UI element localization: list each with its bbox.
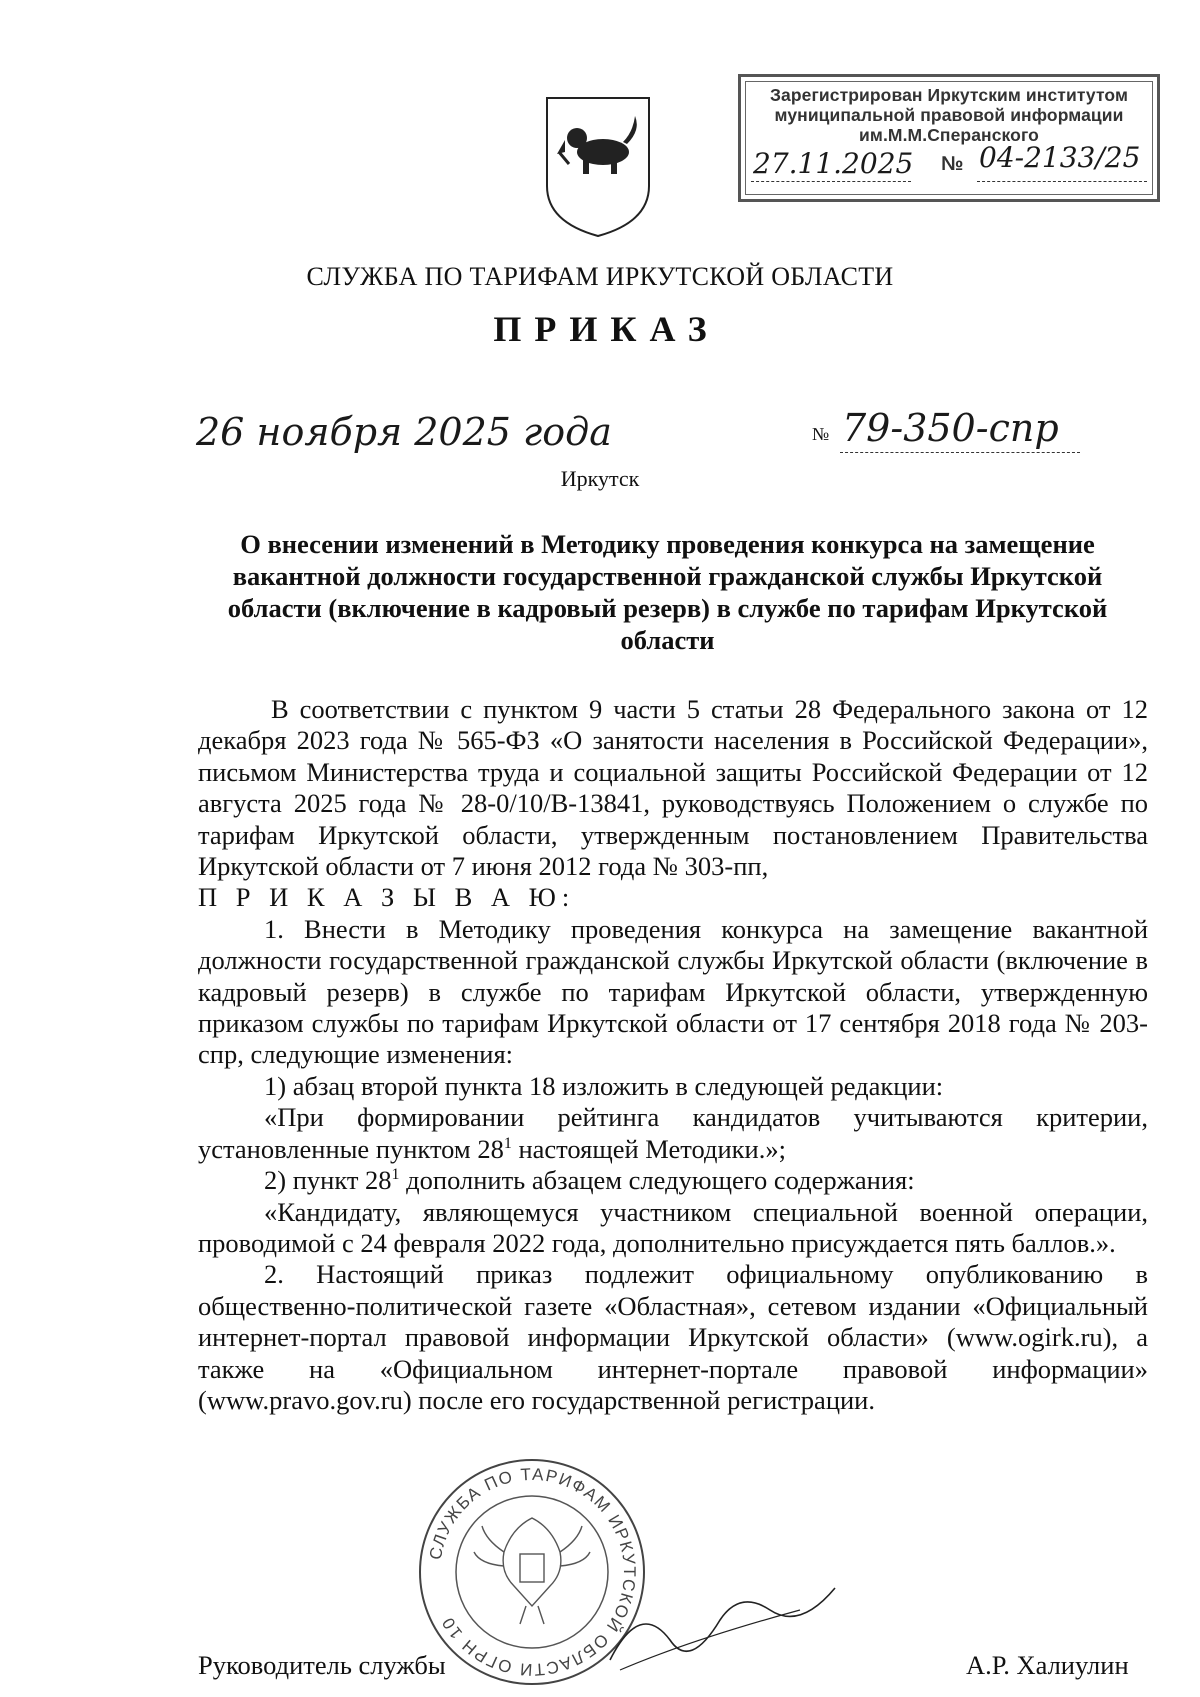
- organization-name: СЛУЖБА ПО ТАРИФАМ ИРКУТСКОЙ ОБЛАСТИ: [306, 262, 894, 291]
- order-word: П Р И К А З Ы В А Ю:: [198, 882, 576, 913]
- signatory-position: Руководитель службы: [198, 1650, 446, 1680]
- order-number: 79-350-спр: [842, 406, 1059, 450]
- registration-number-label: №: [941, 153, 964, 175]
- order-number-label: №: [812, 424, 830, 444]
- quote-2: «Кандидату, являющемуся участником специальной военной операции, проводимой с 24 февраля 2022 года, дополнительно присуждается пять баллов.».: [198, 1196, 1148, 1258]
- subitem-1: 1) абзац второй пункта 18 изложить в следующей редакции:: [264, 1070, 944, 1101]
- quote-1: «При формировании рейтинга кандидатов учитываются критерии, установленные пунктом $28^1$ настоящей Методики.»;: [198, 1102, 1148, 1164]
- handwritten-signature-icon: [600, 1580, 840, 1690]
- registration-date: 27.11.2025: [753, 147, 914, 180]
- subitem-2: 2) пункт $28^1$ дополнить абзацем следующего содержания:: [264, 1165, 915, 1196]
- registration-line-2: муниципальной правовой информации: [774, 105, 1124, 125]
- document-subject: О внесении изменений в Методику проведения конкурса на замещение вакантной должности государственной гражданской службы Иркутской области (включение в кадровый резерв) в службе по тарифам Иркутской области: [227, 529, 1108, 655]
- city: Иркутск: [560, 466, 640, 491]
- registration-stamp: [738, 74, 1160, 202]
- registration-line-1: Зарегистрирован Иркутским институтом: [769, 85, 1129, 105]
- signatory-name: А.Р. Халиулин: [966, 1650, 1129, 1680]
- svg-text:СЛУЖБА ПО ТАРИФАМ ИРКУТСКОЙ ОБ: СЛУЖБА ПО ТАРИФАМ ИРКУТСКОЙ ОБЛАСТИ ОГРН 10: [425, 1464, 640, 1680]
- order-date: 26 ноября 2025 года: [196, 410, 612, 454]
- item-1: 1. Внести в Методику проведения конкурса на замещение вакантной должности государственной гражданской службы Иркутской области (включение в кадровый резерв) в службе по тарифам Иркутской области, утвержденную приказом службы по тарифам Иркутской области от 17 сентября 2018 года № 203-спр, следующие изменения:: [198, 913, 1148, 1070]
- preamble: В соответствии с пунктом 9 части 5 статьи 28 Федерального закона от 12 декабря 2023 года № 565-ФЗ «О занятости населения в Российской Федерации», письмом Министерства труда и социальной защиты Российской Федерации от 12 августа 2025 года № 28-0/10/В-13841, руководствуясь Положением о службе по тарифам Иркутской области, утвержденным постановлением Правительства Иркутской области от 7 июня 2012 года № 303-пп,: [198, 694, 1148, 882]
- document-body: [198, 694, 1148, 1416]
- coat-of-arms-icon: [543, 94, 653, 240]
- registration-number: 04-2133/25: [979, 141, 1141, 174]
- registration-line-3: им.М.М.Сперанского: [859, 125, 1039, 145]
- item-2: 2. Настоящий приказ подлежит официальному опубликованию в общественно-политической газете «Областная», сетевом издании «Официальный интернет-портал правовой информации Иркутской области» (www.ogirk.ru), а также на «Официальном интернет-портале правовой информации» (www.pravo.gov.ru) после его государственной регистрации.: [198, 1259, 1148, 1415]
- document-title: ПРИКАЗ: [493, 309, 720, 349]
